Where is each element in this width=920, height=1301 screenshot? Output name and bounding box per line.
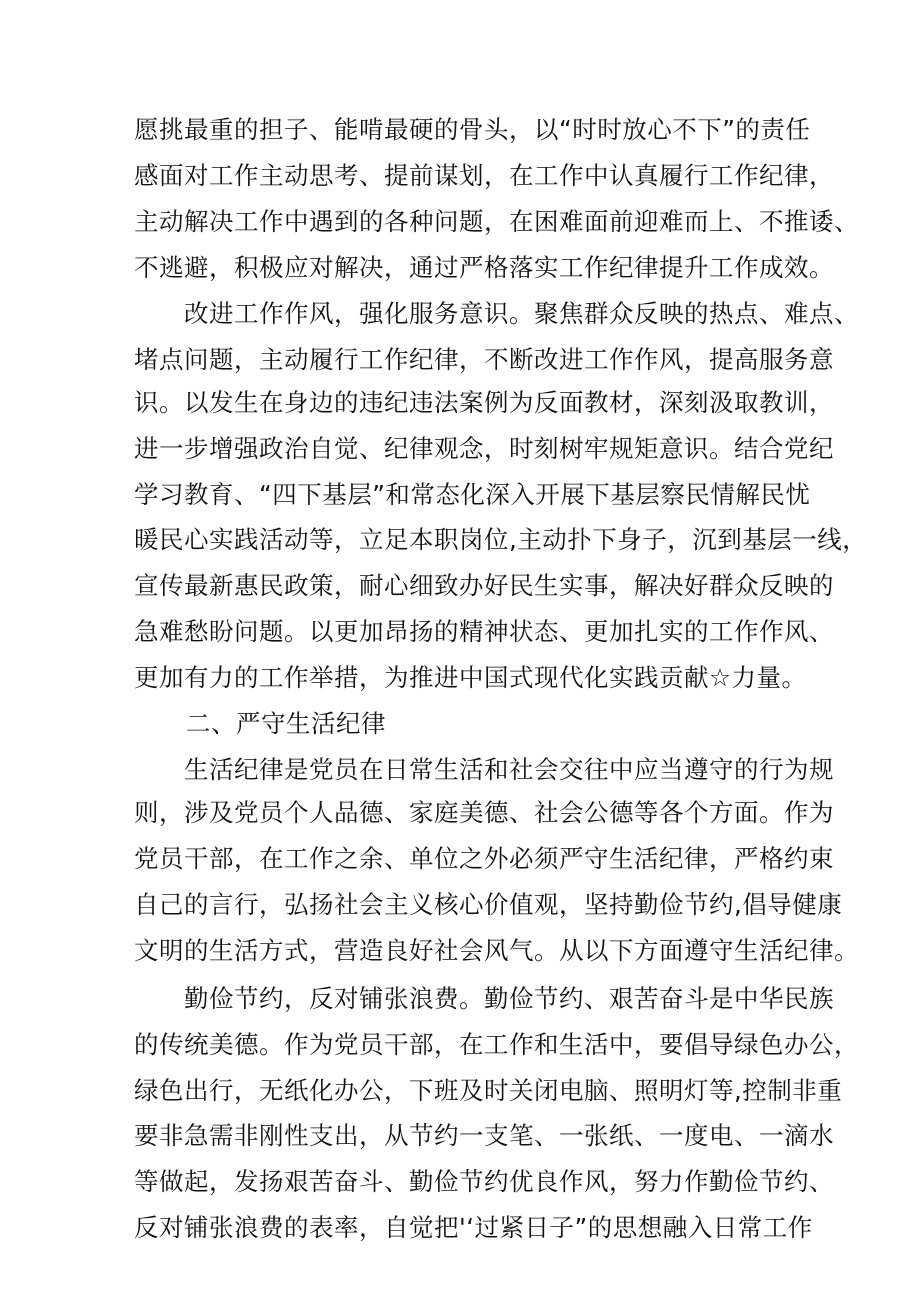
text-line: 更加有力的工作举措，为推进中国式现代化实践贡献☆力量。 [134, 663, 807, 692]
text-line: 急难愁盼问题。以更加昂扬的精神状态、更加扎实的工作作风、 [134, 617, 834, 646]
text-line: 则，涉及党员个人品德、家庭美德、社会公德等各个方面。作为 [134, 798, 834, 827]
text-line: 党员干部，在工作之余、单位之外必须严守生活纪律，严格约束 [134, 844, 834, 873]
text-line: 堵点问题，主动履行工作纪律，不断改进工作作风，提高服务意 [134, 345, 834, 374]
section-heading: 二、严守生活纪律 [186, 709, 386, 738]
text-line: 暖民心实践活动等，立足本职岗位,主动扑下身子，沉到基层一线， [134, 525, 868, 554]
text-line: 生活纪律是党员在日常生活和社会交往中应当遵守的行为规 [184, 755, 834, 784]
text-line: 的传统美德。作为党员干部，在工作和生活中，要倡导绿色办公， [134, 1030, 859, 1059]
text-line: 等做起，发扬艰苦奋斗、勤俭节约优良作风，努力作勤俭节约、 [134, 1167, 834, 1196]
text-line: 绿色出行，无纸化办公，下班及时关闭电脑、照明灯等,控制非重 [134, 1076, 843, 1105]
text-line: 主动解决工作中遇到的各种问题，在困难面前迎难而上、不推诿、 [134, 207, 859, 236]
text-line: 进一步增强政治自觉、纪律观念，时刻树牢规矩意识。结合党纪 [134, 434, 834, 463]
text-line: 文明的生活方式，营造良好社会风气。从以下方面遵守生活纪律。 [134, 936, 859, 965]
text-line: 要非急需非刚性支出，从节约一支笔、一张纸、一度电、一滴水 [134, 1121, 834, 1150]
text-line: 自己的言行，弘扬社会主义核心价值观，坚持勤俭节约,倡导健康 [134, 890, 843, 919]
text-line: 识。以发生在身边的违纪违法案例为反面教材，深刻汲取教训， [134, 388, 834, 417]
text-line: 感面对工作主动思考、提前谋划，在工作中认真履行工作纪律， [134, 161, 834, 190]
text-line: 愿挑最重的担子、能啃最硬的骨头，以“时时放心不下”的责任 [134, 115, 811, 144]
text-line: 宣传最新惠民政策，耐心细致办好民生实事，解决好群众反映的 [134, 571, 834, 600]
text-line: 学习教育、“四下基层”和常态化深入开展下基层察民情解民忧 [134, 480, 811, 509]
text-line: 勤俭节约，反对铺张浪费。勤俭节约、艰苦奋斗是中华民族 [184, 984, 834, 1013]
text-line: 反对铺张浪费的表率，自觉把'‘过紧日子”的思想融入日常工作 [134, 1213, 813, 1242]
text-line: 改进工作作风，强化服务意识。聚焦群众反映的热点、难点、 [184, 299, 859, 328]
text-line: 不逃避，积极应对解决，通过严格落实工作纪律提升工作成效。 [134, 253, 834, 282]
